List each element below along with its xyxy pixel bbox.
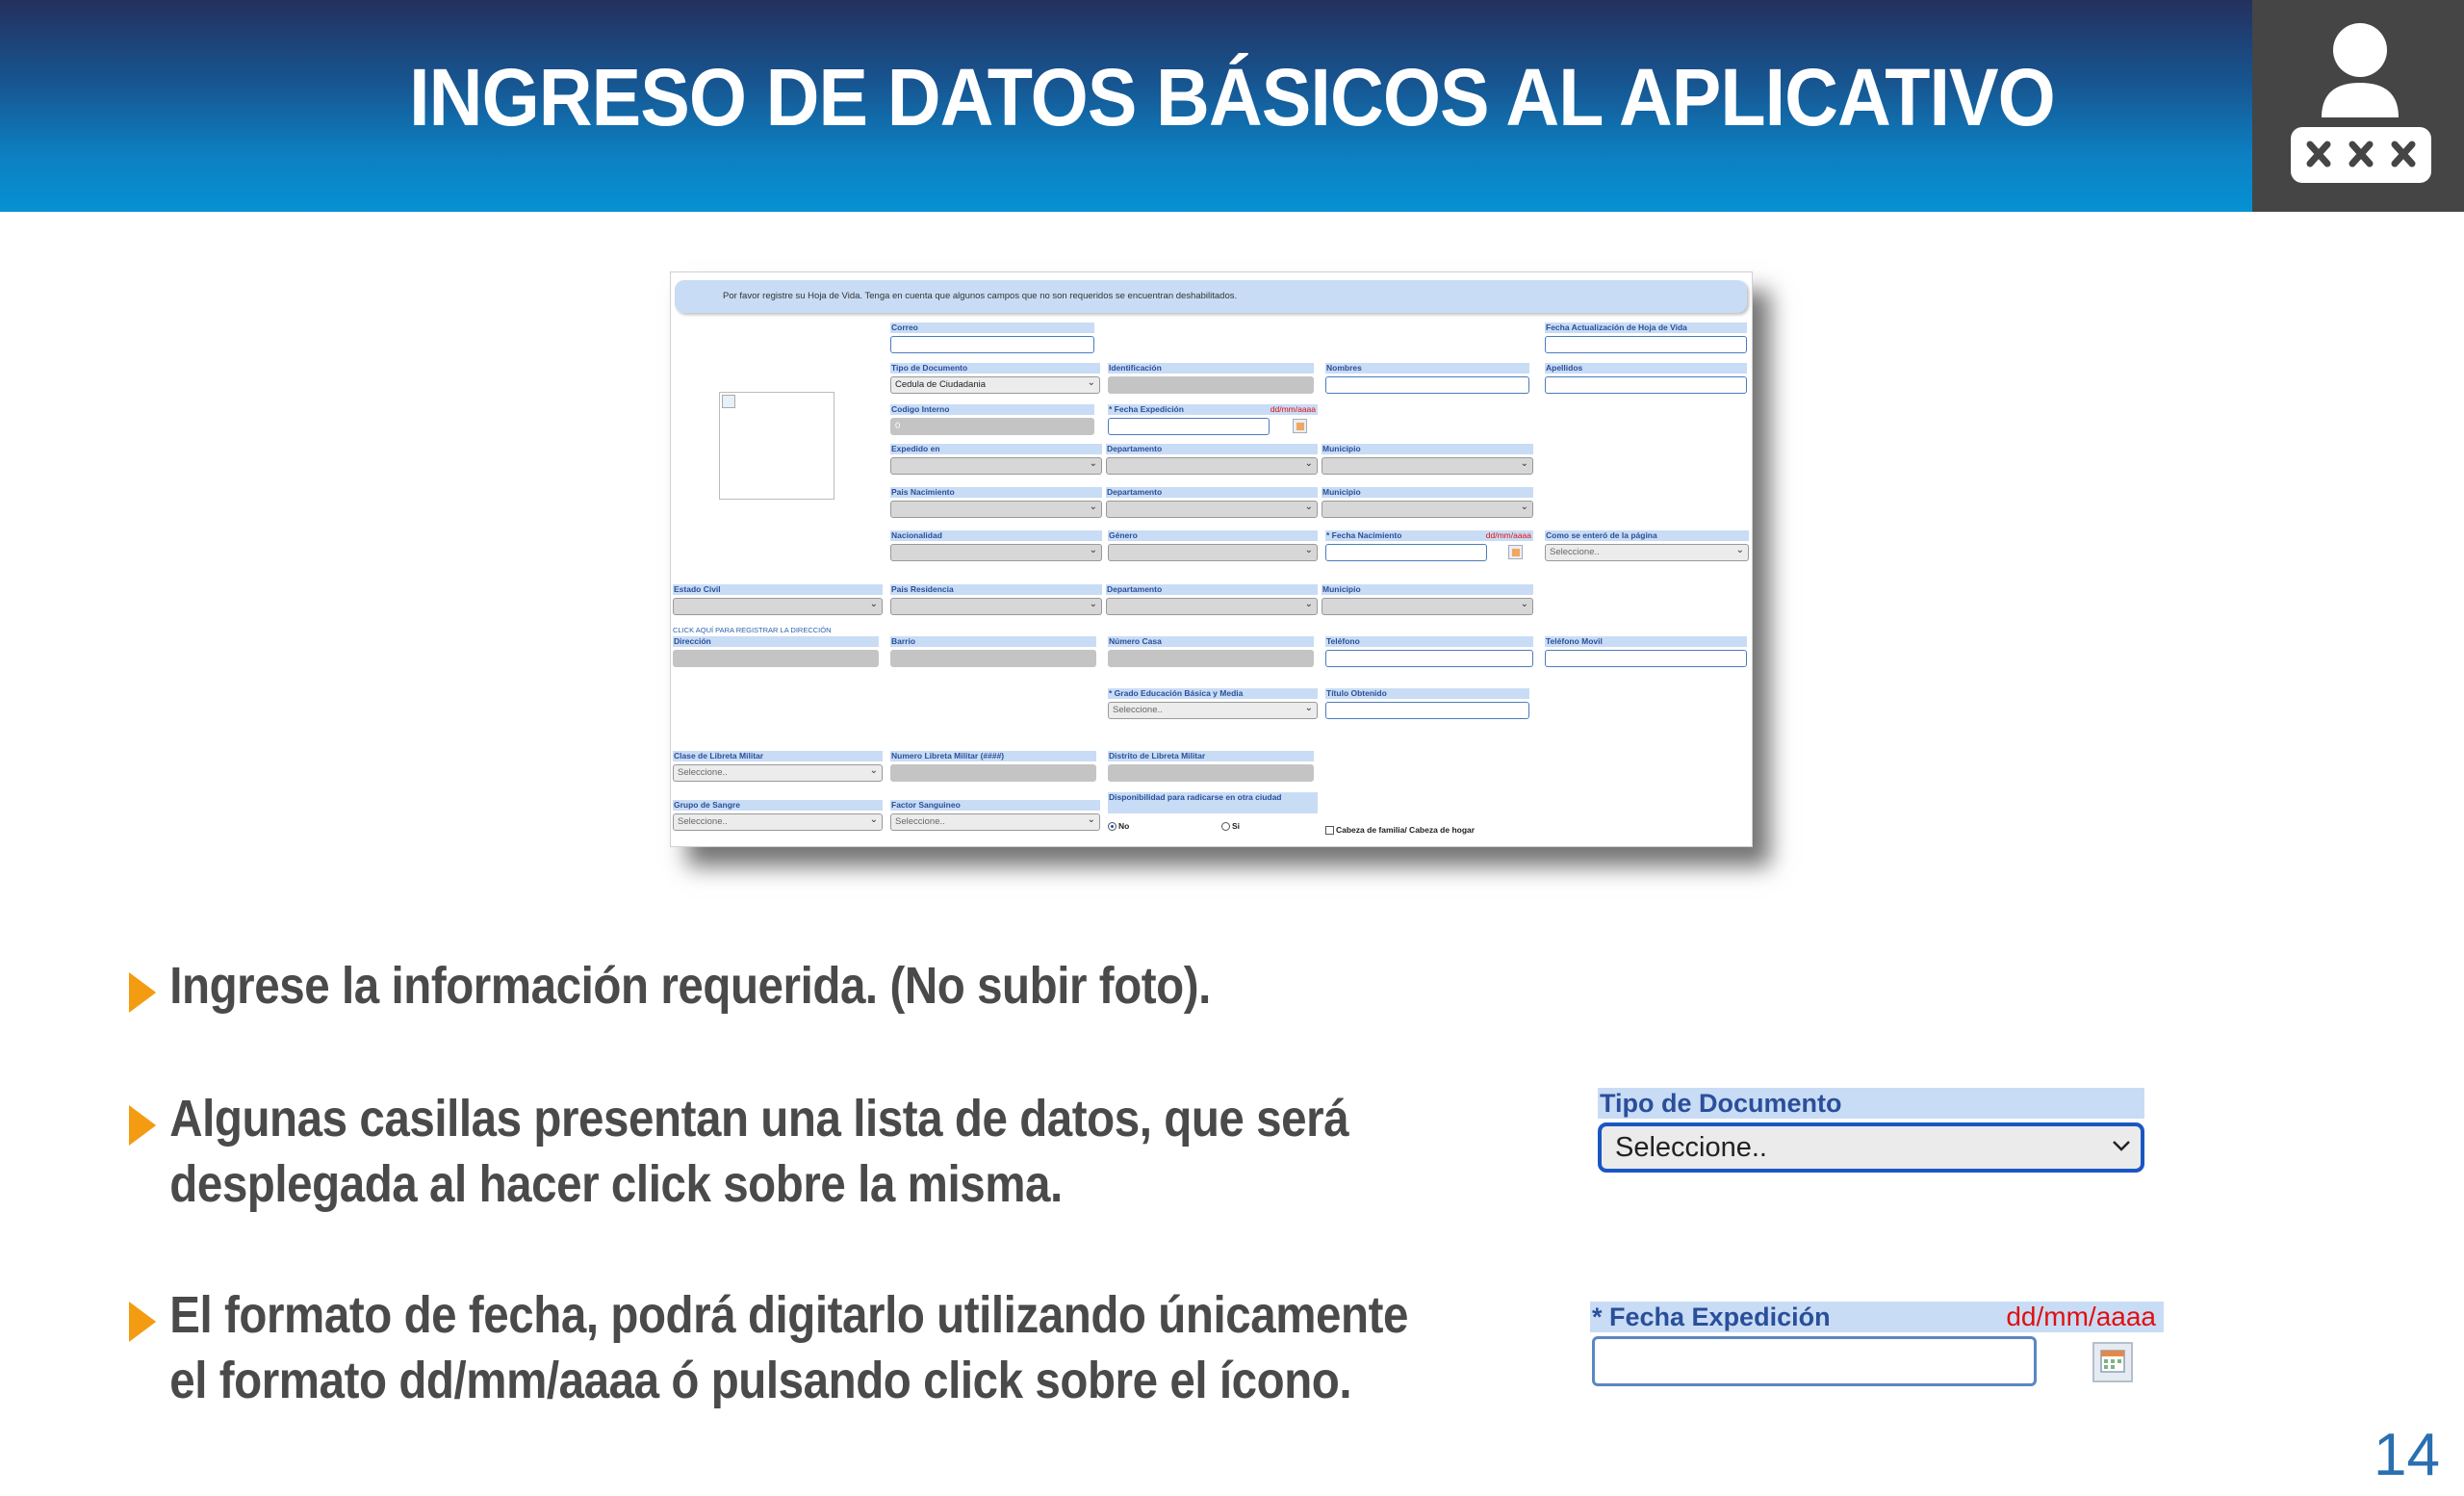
grupo-sangre-select[interactable]: Seleccione.. ⌄ <box>673 813 883 831</box>
field-tipo-documento: Tipo de Documento Cedula de Ciudadania ⌄ <box>890 363 1100 394</box>
field-numero-casa: Número Casa <box>1108 636 1314 667</box>
chevron-down-icon: ⌄ <box>1304 458 1313 469</box>
pais-residencia-select[interactable] <box>890 598 1102 615</box>
chevron-down-icon: ⌄ <box>1304 502 1313 512</box>
field-grado-educacion: * Grado Educación Básica y Media Seleccione.. ⌄ <box>1108 688 1318 719</box>
calendar-icon[interactable] <box>1508 545 1523 559</box>
field-grupo-sangre: Grupo de Sangre Seleccione.. ⌄ <box>673 800 883 831</box>
distrito-libreta-input[interactable] <box>1108 764 1314 782</box>
chevron-down-icon: ⌄ <box>1087 814 1095 825</box>
header-badge <box>2252 0 2464 212</box>
tipo-documento-select[interactable]: Cedula de Ciudadania ⌄ <box>890 376 1100 394</box>
field-factor-sanguineo: Factor Sanguineo Seleccione.. ⌄ <box>890 800 1100 831</box>
como-se-entero-select[interactable]: Seleccione.. ⌄ <box>1545 544 1749 561</box>
chevron-down-icon: ⌄ <box>1089 599 1097 609</box>
telefono-movil-input[interactable] <box>1545 650 1747 667</box>
page-number: 14 <box>2374 1422 2440 1488</box>
clase-libreta-select[interactable]: Seleccione.. ⌄ <box>673 764 883 782</box>
field-pais-residencia: Pais Residencia ⌄ <box>890 584 1102 615</box>
chevron-down-icon: ⌄ <box>869 765 878 776</box>
field-disponibilidad: Disponibilidad para radicarse en otra ciudad <box>1108 792 1318 813</box>
bullet-3: El formato de fecha, podrá digitarlo utilizando únicamente el formato dd/mm/aaaa ó pulsando click sobre el ícono. <box>129 1282 1408 1413</box>
field-clase-libreta: Clase de Libreta Militar Seleccione.. ⌄ <box>673 751 883 782</box>
municipio-nac-select[interactable] <box>1322 501 1533 518</box>
direccion-input[interactable] <box>673 650 879 667</box>
zoom-tipo-label: Tipo de Documento <box>1598 1088 2144 1119</box>
fecha-expedicion-input[interactable] <box>1108 418 1270 435</box>
grado-educacion-select[interactable]: Seleccione.. ⌄ <box>1108 702 1318 719</box>
correo-input[interactable] <box>890 336 1094 353</box>
field-telefono-movil: Teléfono Movil <box>1545 636 1747 667</box>
numero-casa-input[interactable] <box>1108 650 1314 667</box>
photo-placeholder <box>719 392 834 500</box>
chevron-down-icon: ⌄ <box>1520 458 1528 469</box>
field-numero-libreta: Numero Libreta Militar (####) <box>890 751 1096 782</box>
apellidos-input[interactable] <box>1545 376 1747 394</box>
telefono-input[interactable] <box>1325 650 1533 667</box>
chevron-down-icon: ⌄ <box>1304 545 1313 555</box>
chevron-down-icon: ⌄ <box>869 599 878 609</box>
form-notice: Por favor registre su Hoja de Vida. Tenga en cuenta que algunos campos que no son requeridos se encuentran deshabilitados. <box>675 280 1747 313</box>
field-codigo-interno: Codigo Interno 0 <box>890 404 1094 435</box>
departamento-res-select[interactable] <box>1106 598 1318 615</box>
field-departamento-exp: Departamento ⌄ <box>1106 444 1318 475</box>
broken-image-icon <box>722 395 735 408</box>
field-nacionalidad: Nacionalidad ⌄ <box>890 530 1102 561</box>
chevron-down-icon: ⌄ <box>1520 599 1528 609</box>
codigo-interno-input[interactable]: 0 <box>890 418 1094 435</box>
field-pais-nacimiento: Pais Nacimiento ⌄ <box>890 487 1102 518</box>
nacionalidad-select[interactable] <box>890 544 1102 561</box>
chevron-down-icon: ⌄ <box>1735 545 1744 555</box>
user-password-icon <box>2252 0 2464 212</box>
calendar-icon[interactable] <box>2092 1342 2133 1382</box>
barrio-input[interactable] <box>890 650 1096 667</box>
chevron-down-icon: ⌄ <box>1304 703 1313 713</box>
field-fecha-expedicion: * Fecha Expedición dd/mm/aaaa <box>1108 404 1318 435</box>
calendar-icon[interactable] <box>1293 419 1307 433</box>
bullet-1: Ingrese la información requerida. (No subir foto). <box>129 953 1211 1019</box>
estado-civil-select[interactable] <box>673 598 883 615</box>
genero-select[interactable] <box>1108 544 1318 561</box>
departamento-exp-select[interactable] <box>1106 457 1318 475</box>
chevron-down-icon: ⌄ <box>1089 545 1097 555</box>
form-screenshot <box>670 271 1753 847</box>
numero-libreta-input[interactable] <box>890 764 1096 782</box>
field-barrio: Barrio <box>890 636 1096 667</box>
field-departamento-nac: Departamento ⌄ <box>1106 487 1318 518</box>
chevron-down-icon: ⌄ <box>1304 599 1313 609</box>
departamento-nac-select[interactable] <box>1106 501 1318 518</box>
field-correo: Correo <box>890 322 1094 353</box>
chevron-down-icon: ⌄ <box>869 814 878 825</box>
titulo-obtenido-input[interactable] <box>1325 702 1529 719</box>
expedido-en-select[interactable] <box>890 457 1102 475</box>
cabeza-familia-checkbox[interactable]: Cabeza de familia/ Cabeza de hogar <box>1325 825 1475 835</box>
bullet-arrow-icon <box>129 972 156 1013</box>
identificacion-input[interactable] <box>1108 376 1314 394</box>
municipio-exp-select[interactable] <box>1322 457 1533 475</box>
field-departamento-res: Departamento ⌄ <box>1106 584 1318 615</box>
bullet-2: Algunas casillas presentan una lista de datos, que será desplegada al hacer click sobre la misma. <box>129 1086 1348 1217</box>
fecha-actualizacion-input[interactable] <box>1545 336 1747 353</box>
click-direccion-link[interactable]: CLICK AQUÍ PARA REGISTRAR LA DIRECCIÓN <box>673 626 832 634</box>
zoom-fecha-input[interactable] <box>1592 1336 2037 1386</box>
field-estado-civil: Estado Civil ⌄ <box>673 584 883 615</box>
field-titulo-obtenido: Título Obtenido <box>1325 688 1529 719</box>
field-telefono: Teléfono <box>1325 636 1533 667</box>
field-direccion: Dirección <box>673 636 879 667</box>
zoom-tipo-documento <box>1598 1088 2144 1173</box>
zoom-tipo-select[interactable]: Seleccione.. <box>1598 1122 2144 1173</box>
pais-nacimiento-select[interactable] <box>890 501 1102 518</box>
fecha-nacimiento-input[interactable] <box>1325 544 1487 561</box>
municipio-res-select[interactable] <box>1322 598 1533 615</box>
field-apellidos: Apellidos <box>1545 363 1747 394</box>
bullet-arrow-icon <box>129 1105 156 1146</box>
zoom-fecha-label: * Fecha Expedición dd/mm/aaaa <box>1590 1302 2164 1332</box>
bullet-arrow-icon <box>129 1302 156 1342</box>
chevron-down-icon <box>2112 1136 2131 1155</box>
chevron-down-icon: ⌄ <box>1520 502 1528 512</box>
field-municipio-exp: Municipio ⌄ <box>1322 444 1533 475</box>
radio-no[interactable]: No <box>1108 821 1129 831</box>
field-distrito-libreta: Distrito de Libreta Militar <box>1108 751 1314 782</box>
chevron-down-icon: ⌄ <box>1087 377 1095 388</box>
chevron-down-icon: ⌄ <box>1089 458 1097 469</box>
factor-sanguineo-select[interactable]: Seleccione.. ⌄ <box>890 813 1100 831</box>
field-municipio-nac: Municipio ⌄ <box>1322 487 1533 518</box>
zoom-fecha-expedicion <box>1590 1302 2164 1388</box>
nombres-input[interactable] <box>1325 376 1529 394</box>
field-fecha-actualizacion: Fecha Actualización de Hoja de Vida <box>1545 322 1747 353</box>
radio-si[interactable]: Si <box>1221 821 1240 831</box>
chevron-down-icon: ⌄ <box>1089 502 1097 512</box>
field-expedido-en: Expedido en ⌄ <box>890 444 1102 475</box>
field-como-se-entero: Como se enteró de la página Seleccione.. ⌄ <box>1545 530 1749 561</box>
field-fecha-nacimiento: * Fecha Nacimiento dd/mm/aaaa <box>1325 530 1533 561</box>
field-identificacion: Identificación <box>1108 363 1314 394</box>
field-nombres: Nombres <box>1325 363 1529 394</box>
field-genero: Género ⌄ <box>1108 530 1318 561</box>
page-title: INGRESO DE DATOS BÁSICOS AL APLICATIVO <box>409 51 2055 142</box>
field-municipio-res: Municipio ⌄ <box>1322 584 1533 615</box>
date-format-hint: dd/mm/aaaa <box>2006 1302 2156 1331</box>
